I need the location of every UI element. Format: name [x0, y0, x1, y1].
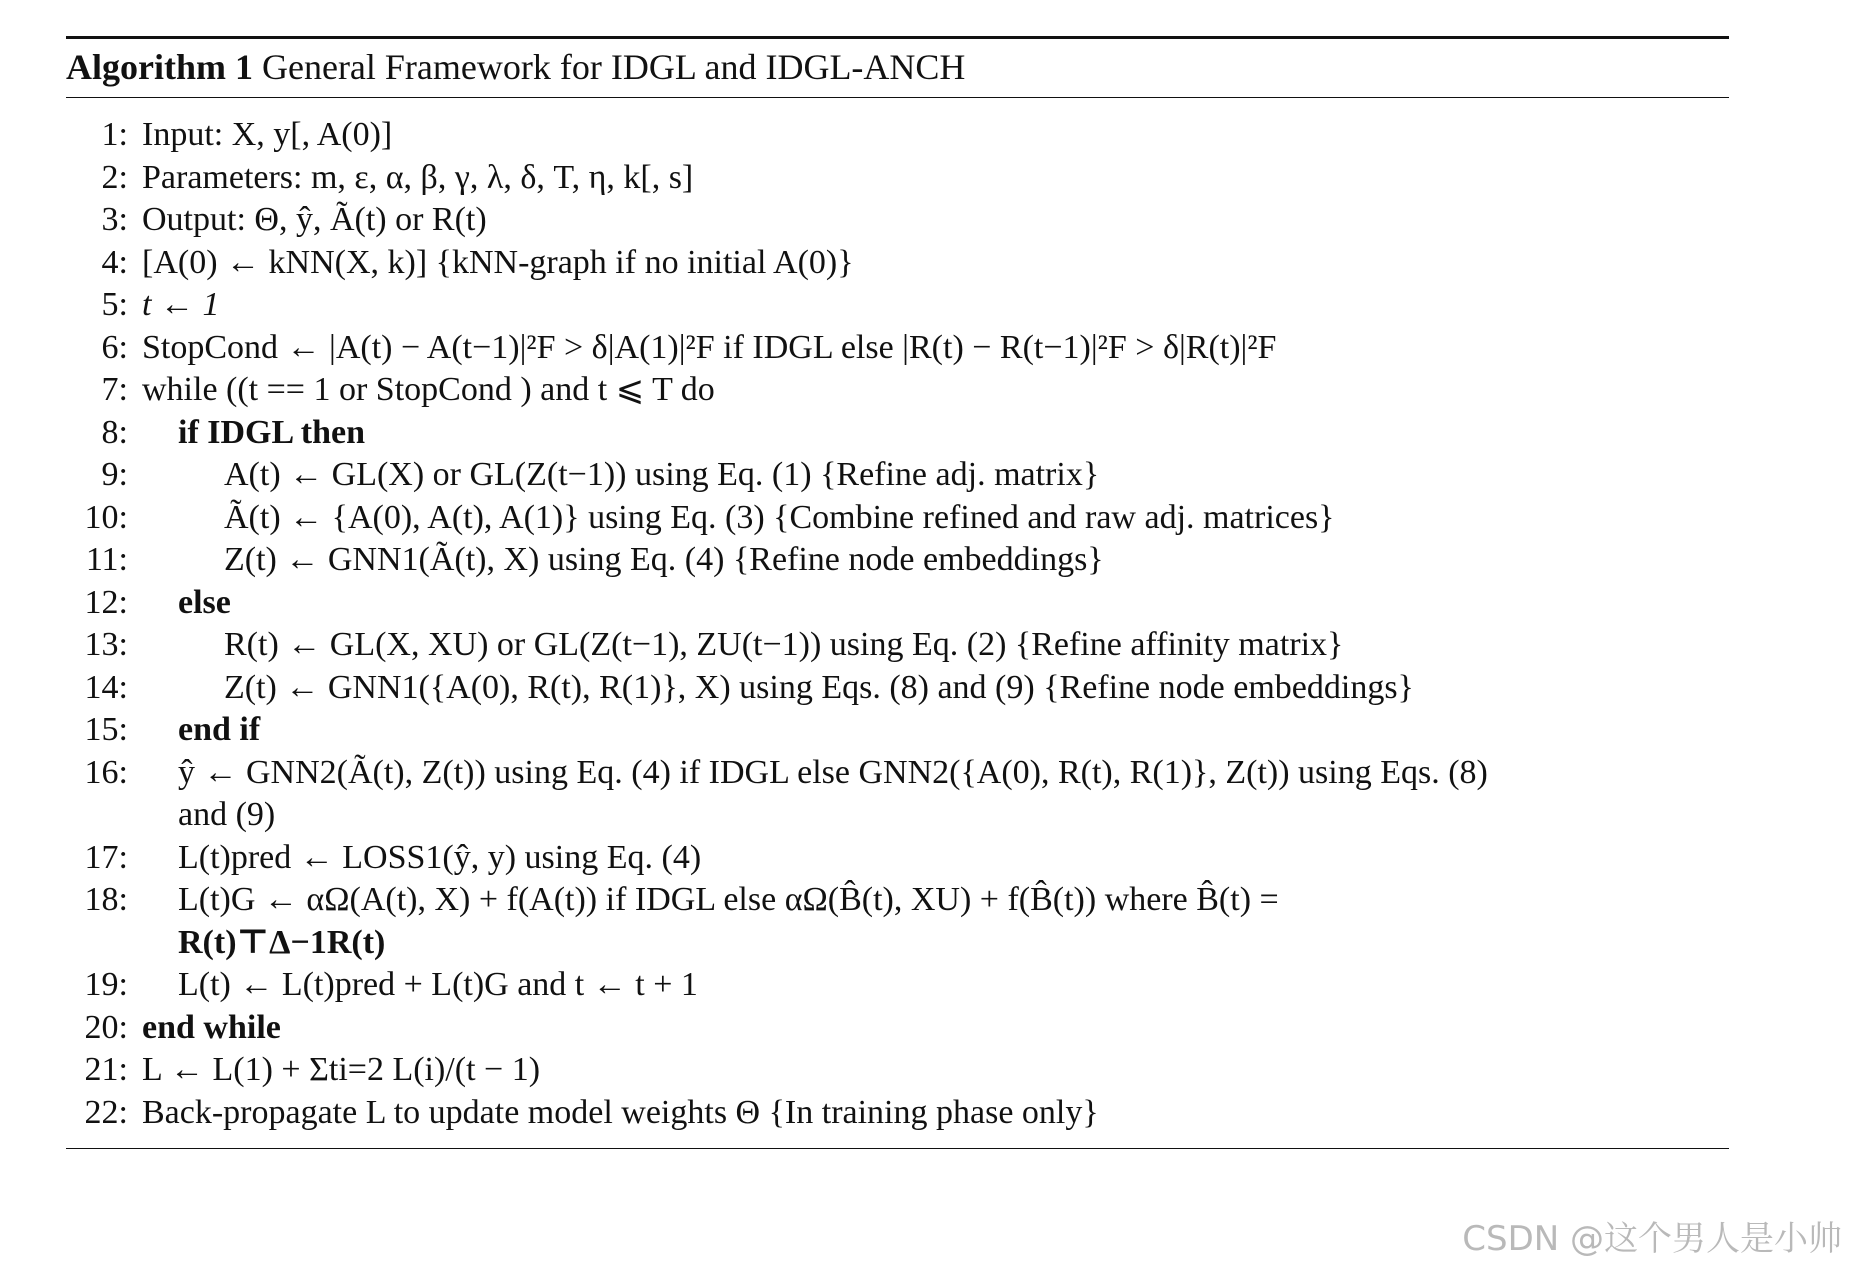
line-number: 16: [84, 753, 128, 791]
line-number: 20: [84, 1008, 128, 1046]
line-text: Z(t) ← GNN1(Ã(t), X) using Eq. (4) {Refine node embeddings} [224, 541, 1104, 578]
algo-line-18 [66, 879, 1729, 922]
algo-line-18-continuation [66, 922, 1729, 965]
algo-line-9 [66, 454, 1729, 497]
line-number: 12: [84, 583, 128, 621]
line-number: 9: [101, 456, 128, 493]
line-text: end if [178, 711, 261, 748]
algo-line-22 [66, 1092, 1729, 1135]
line-text: L(t) ← L(t)pred + L(t)G and t ← t + 1 [178, 966, 698, 1003]
line-number: 22: [84, 1093, 128, 1131]
watermark: CSDN @这个男人是小帅 [1462, 1219, 1842, 1259]
algo-line-6 [66, 327, 1729, 370]
algorithm-label: Algorithm 1 [66, 47, 253, 87]
line-text: [A(0) ← kNN(X, k)] {kNN-graph if no initial A(0)} [142, 243, 854, 281]
line-number: 6: [101, 328, 128, 366]
line-number: 2: [101, 158, 128, 196]
algorithm-title: General Framework for IDGL and IDGL-ANCH [261, 47, 966, 87]
line-text: t ← 1 [142, 286, 220, 323]
line-text: Parameters: m, ε, α, β, γ, λ, δ, T, η, k[, s] [142, 158, 694, 196]
line-number: 21: [84, 1051, 128, 1088]
line-continuation: and (9) [178, 796, 276, 833]
algorithm-box [66, 36, 1729, 1149]
line-continuation: R(t)⊤Δ−1R(t) [178, 923, 386, 961]
line-number: 5: [101, 286, 128, 323]
algorithm-lines [66, 98, 1729, 1148]
line-text: Z(t) ← GNN1({A(0), R(t), R(1)}, X) using Eqs. (8) and (9) {Refine node embeddings} [224, 668, 1414, 706]
line-text: Output: Θ, ŷ, Ã(t) or R(t) [142, 201, 487, 238]
line-number: 14: [84, 668, 128, 706]
line-text: L(t)pred ← LOSS1(ŷ, y) using Eq. (4) [178, 838, 702, 876]
line-number: 4: [101, 243, 128, 281]
line-number: 7: [101, 371, 128, 408]
line-number: 17: [84, 838, 128, 876]
algo-line-1 [66, 114, 1729, 157]
line-text: L(t)G ← αΩ(A(t), X) + f(A(t)) if IDGL else αΩ(B̂(t), XU) + f(B̂(t)) where B̂(t) = [178, 881, 1279, 918]
line-number: 19: [84, 966, 128, 1003]
bottom-rule [66, 1148, 1729, 1149]
line-text: StopCond ← |A(t) − A(t−1)|²F > δ|A(1)|²F if IDGL else |R(t) − R(t−1)|²F > δ|R(t)|²F [142, 328, 1277, 366]
line-text: R(t) ← GL(X, XU) or GL(Z(t−1), ZU(t−1)) using Eq. (2) {Refine affinity matrix} [224, 626, 1344, 663]
line-number: 1: [101, 116, 128, 153]
line-number: 15: [84, 711, 128, 748]
line-text: Back-propagate L to update model weights Θ {In training phase only} [142, 1093, 1099, 1131]
line-text: L ← L(1) + Σti=2 L(i)/(t − 1) [142, 1051, 541, 1088]
line-number: 18: [84, 881, 128, 918]
algo-line-2 [66, 157, 1729, 200]
algo-line-7 [66, 369, 1729, 412]
algo-line-3 [66, 199, 1729, 242]
algo-line-16-continuation [66, 794, 1729, 837]
line-text: ŷ ← GNN2(Ã(t), Z(t)) using Eq. (4) if IDGL else GNN2({A(0), R(t), R(1)}, Z(t)) using Eqs. (8) [178, 753, 1488, 791]
algo-line-4 [66, 242, 1729, 285]
algo-line-17 [66, 837, 1729, 880]
algo-line-21 [66, 1049, 1729, 1092]
line-text: Input: X, y[, A(0)] [142, 116, 393, 153]
algo-line-20 [66, 1007, 1729, 1050]
algorithm-caption [66, 39, 1729, 97]
line-text: if IDGL then [178, 413, 366, 451]
line-text: Ã(t) ← {A(0), A(t), A(1)} using Eq. (3) {Combine refined and raw adj. matrices} [224, 498, 1335, 536]
line-number: 11: [85, 541, 128, 578]
line-text: end while [142, 1008, 281, 1046]
line-text: A(t) ← GL(X) or GL(Z(t−1)) using Eq. (1) {Refine adj. matrix} [224, 456, 1100, 493]
line-number: 13: [84, 626, 128, 663]
algo-line-8 [66, 412, 1729, 455]
line-text: else [178, 583, 231, 621]
algo-line-16 [66, 752, 1729, 795]
algo-line-5 [66, 284, 1729, 327]
algo-line-11 [66, 539, 1729, 582]
algo-line-15 [66, 709, 1729, 752]
algo-line-13 [66, 624, 1729, 667]
line-number: 10: [84, 498, 128, 536]
algo-line-10 [66, 497, 1729, 540]
algo-line-14 [66, 667, 1729, 710]
algo-line-12 [66, 582, 1729, 625]
line-number: 8: [101, 413, 128, 451]
line-text: while ((t == 1 or StopCond ) and t ⩽ T do [142, 371, 715, 408]
line-number: 3: [101, 201, 128, 238]
algo-line-19 [66, 964, 1729, 1007]
